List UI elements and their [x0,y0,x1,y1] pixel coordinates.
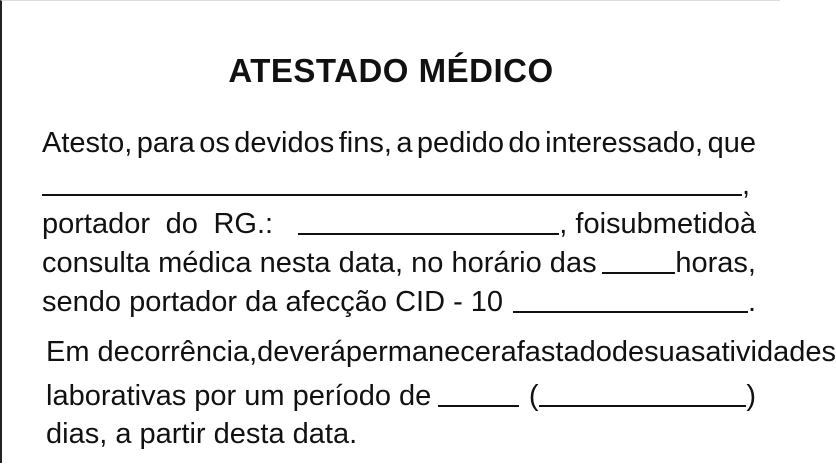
word: suas [644,336,706,368]
comma: , [742,169,751,201]
word: à [739,208,756,240]
days-written-field[interactable] [539,379,747,407]
time-field[interactable] [602,246,676,274]
paragraph1-line2 [42,166,756,204]
word: Em decorrência, [46,336,258,368]
document-title: ATESTADO MÉDICO [228,52,554,89]
paragraph2-line2 [46,377,756,415]
word: que [707,127,756,159]
cid-field[interactable] [513,285,748,313]
text: dias, a partir desta data. [46,418,358,450]
word: os [199,127,230,159]
paragraph2-line3 [46,418,756,456]
word: permanecer [345,336,501,368]
paragraph1-line3 [42,205,756,243]
word: do [508,127,541,159]
paragraph2-line1 [46,336,836,374]
word: interessado, [545,127,704,159]
text: sendo portador da afecção CID - 10 [42,286,504,318]
word: pedido [416,127,504,159]
word: portador [42,208,151,240]
paragraph1-line4 [42,244,756,282]
word: Atesto, [42,127,133,159]
word: afastado [500,336,612,368]
word: do [165,208,198,240]
days-number-field[interactable] [438,379,520,407]
close-paren: ) [746,380,756,412]
paragraph1-line1 [42,127,756,165]
word: de [611,336,645,368]
word: devidos [234,127,335,159]
interested-name-field[interactable] [42,168,742,196]
open-paren: ( [528,380,539,412]
text: horas, [675,247,756,279]
word: , foi [559,208,607,240]
word: a [396,127,413,159]
paragraph1-line5 [42,283,756,321]
period: . [747,286,756,318]
word: fins, [338,127,392,159]
text: consulta médica nesta data, no horário das [42,247,597,279]
word: para [136,127,195,159]
word: RG.: [213,208,274,240]
word: deverá [257,336,346,368]
word: atividades [705,336,836,368]
line3-end [559,208,756,241]
word: submetido [606,208,740,240]
text: laborativas por um período de [46,380,432,412]
rg-field[interactable] [298,207,559,235]
